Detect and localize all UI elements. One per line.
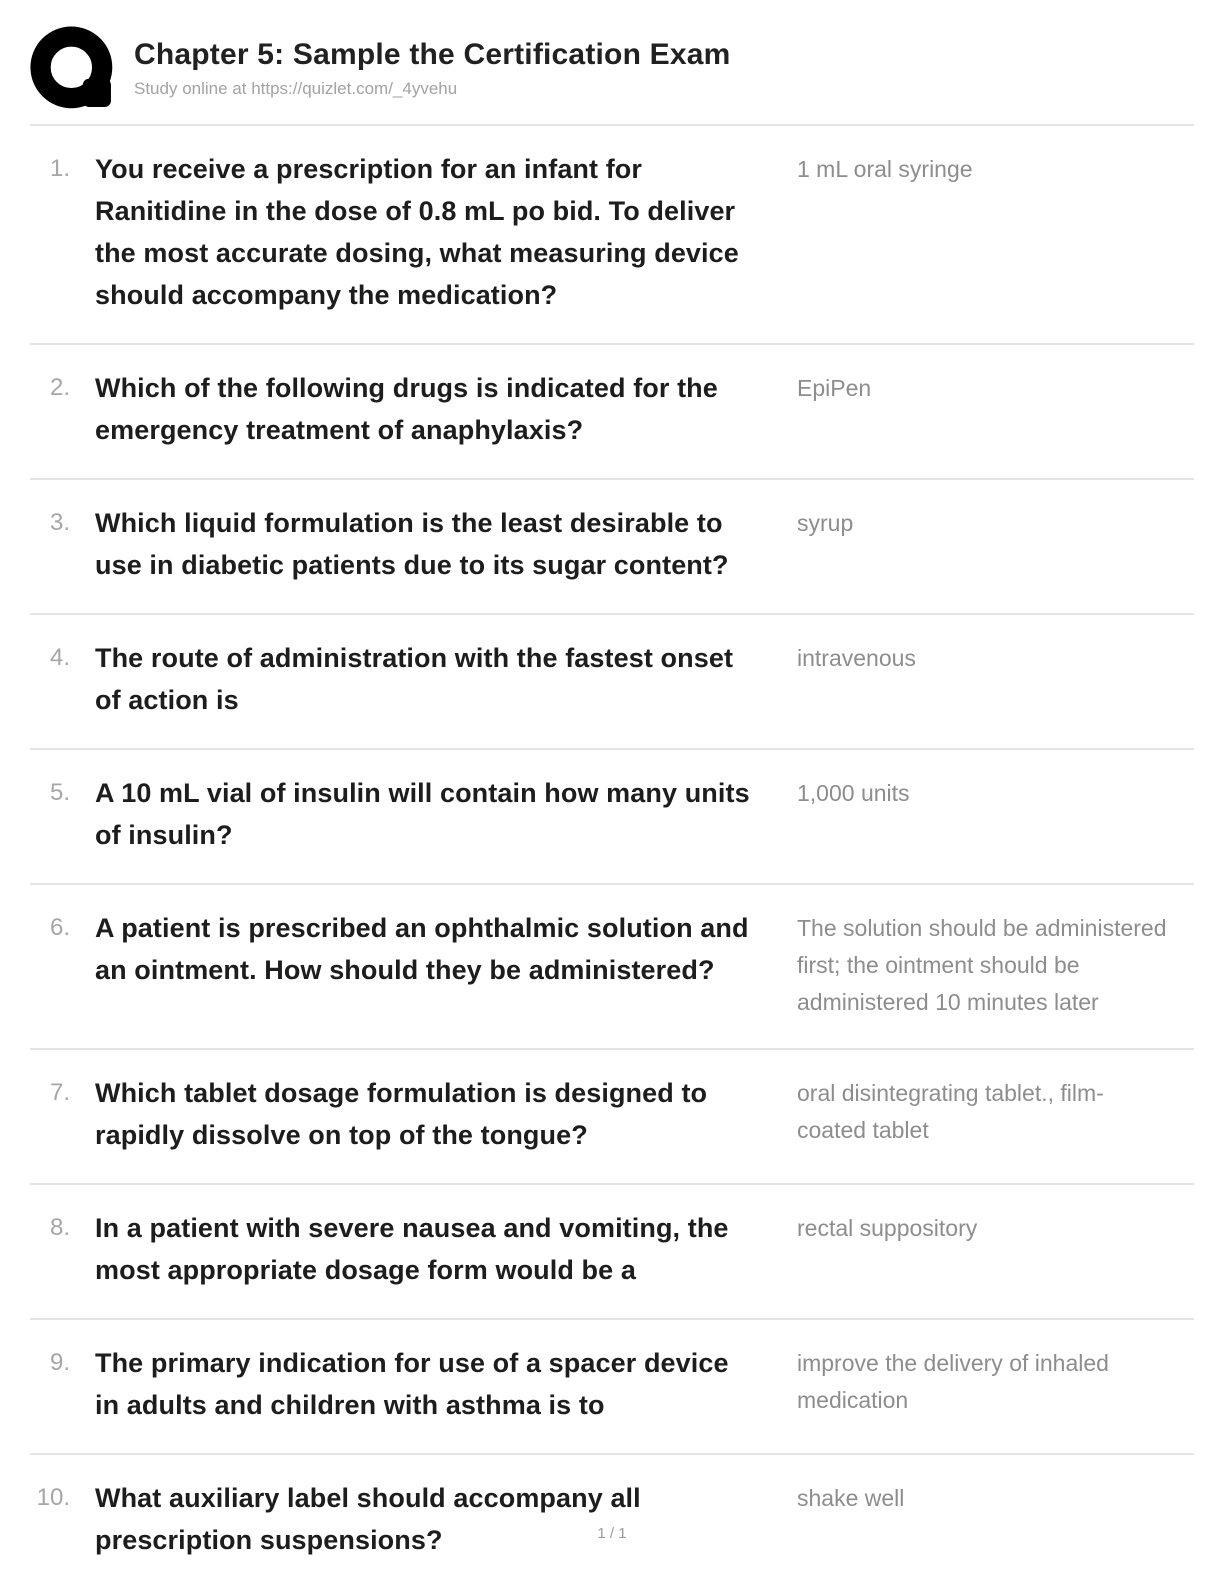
question-row [30,1185,1194,1320]
page-number-indicator: 1 / 1 [597,1525,627,1542]
answer-text: 1 mL oral syringe [797,156,973,182]
question-number: 10. [36,1484,70,1511]
header-text-block [134,38,731,103]
question-row [30,750,1194,885]
page-title: Chapter 5: Sample the Certification Exam [134,37,731,71]
question-text: A 10 mL vial of insulin will contain how many units of insulin? [95,778,750,850]
question-number: 1. [49,155,70,182]
question-row [30,615,1194,750]
question-number: 3. [49,509,70,536]
answer-text: improve the delivery of inhaled medication [797,1350,1109,1413]
question-text: The route of administration with the fastest onset of action is [95,643,734,715]
question-text: Which tablet dosage formulation is designed to rapidly dissolve on top of the tongue? [95,1078,708,1150]
question-number: 8. [49,1214,70,1241]
question-list [30,126,1194,1584]
question-text: You receive a prescription for an infant for Ranitidine in the dose of 0.8 mL po bid. To deliver the most accurate dosing, what measuring device should accompany the medication? [95,154,739,310]
answer-text: oral disintegrating tablet., film-coated tablet [797,1080,1104,1143]
question-row [30,1320,1194,1455]
answer-text: shake well [797,1485,905,1511]
answer-text: EpiPen [797,375,872,401]
question-row [30,1050,1194,1185]
question-text: Which liquid formulation is the least desirable to use in diabetic patients due to its sugar content? [95,508,729,580]
question-text: The primary indication for use of a spacer device in adults and children with asthma is to [95,1348,729,1420]
question-number: 9. [49,1349,70,1376]
question-number: 2. [49,374,70,401]
answer-text: The solution should be administered first; the ointment should be administered 10 minutes later [797,915,1167,1015]
study-online-url: Study online at https://quizlet.com/_4yvehu [134,78,458,98]
question-row [30,885,1194,1050]
question-row [30,1455,1194,1584]
document-header [30,0,1194,126]
question-number: 4. [49,644,70,671]
answer-text: rectal suppository [797,1215,978,1241]
question-number: 7. [49,1079,70,1106]
answer-text: intravenous [797,645,916,671]
question-row [30,480,1194,615]
question-number: 5. [49,779,70,806]
question-number: 6. [49,914,70,941]
question-text: Which of the following drugs is indicated for the emergency treatment of anaphylaxis? [95,373,718,445]
answer-text: syrup [797,510,854,536]
question-text: In a patient with severe nausea and vomiting, the most appropriate dosage form would be a [95,1213,729,1285]
question-row [30,126,1194,345]
question-text: A patient is prescribed an ophthalmic solution and an ointment. How should they be administered? [95,913,749,985]
quizlet-q-logo-icon [30,26,118,114]
question-row [30,345,1194,480]
answer-text: 1,000 units [797,780,910,806]
question-text: What auxiliary label should accompany all prescription suspensions? [95,1483,641,1555]
